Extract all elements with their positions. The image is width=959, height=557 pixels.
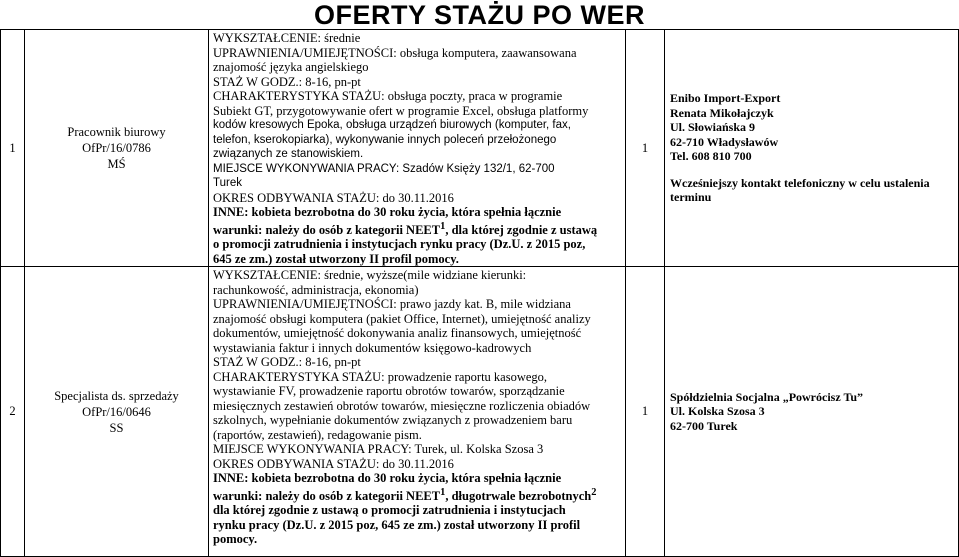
other-text: warunki: należy do osób z kategorii NEET [213,488,441,503]
employer-person: Renata Mikołajczyk [670,105,774,120]
employer-name: Enibo Import-Export [670,91,781,106]
hours-value: 8-16, pn-pt [305,74,361,89]
offer-count: 1 [626,30,665,267]
offer-description [209,30,626,267]
skills-label: UPRAWNIENIA/UMIEJĘTNOŚCI: [213,297,397,312]
offers-table [0,29,959,557]
position-initials: SS [109,420,124,435]
characteristics-label: CHARAKTERYSTYKA STAŻU: [213,369,385,384]
place-label: MIEJSCE WYKONYWANIA PRACY: [213,162,400,175]
other-text: , dla której zgodnie z ustawą [445,222,598,237]
period-label: OKRES ODBYWANIA STAŻU: [213,190,380,205]
characteristics-value: obsługa poczty, praca w programie [387,89,563,103]
place-line [213,162,623,177]
hours-value: 8-16, pn-pt [305,355,361,370]
education-value: średnie, wyższe(mile widziane kierunki: [324,268,527,283]
offer-number: 1 [1,30,25,267]
employer-note-cont: terminu [670,190,712,205]
characteristics-line-cont: kodów kresowych Epoka, obsługa urządzeń biurowych (komputer, fax, [213,119,571,131]
characteristics-line-cont: wystawianie FV, prowadzenie raportu obrotów towarów, sporządzanie [213,384,565,399]
other-line: pomocy. [213,532,258,547]
employer-street: Ul. Słowiańska 9 [670,120,756,135]
footnote-marker: 1 [440,220,446,232]
employer-note: Wcześniejszy kontakt telefoniczny w celu ustalenia [670,175,930,190]
other-line [213,220,623,238]
period-value: do 30.11.2016 [382,190,454,205]
characteristics-value: prowadzenie raportu kasowego, [387,369,548,384]
offer-row [1,267,959,557]
characteristics-line-cont: (raportów, zestawień), redagowanie pism. [213,427,422,442]
position-initials: MŚ [107,157,126,172]
period-line [213,457,623,472]
employer-street: Ul. Kolska Szosa 3 [670,404,765,419]
position-cell [25,30,209,267]
other-line: 645 ze zm.) został utworzony II profil pomocy. [213,251,459,266]
period-line [213,191,623,206]
hours-label: STAŻ W GODZ.: [213,74,303,89]
employer-phone: Tel. 608 810 700 [670,149,752,164]
skills-value: obsługa komputera, zaawansowana [399,45,577,60]
offer-number: 2 [1,267,25,557]
other-line: rynku pracy (Dz.U. z 2015 poz, 645 ze zm.) został utworzony II profil [213,517,581,532]
skills-line-cont: wystawiania faktur i innych dokumentów księgowo-kadrowych [213,340,532,355]
skills-line [213,46,623,61]
other-line [213,486,623,504]
page-title: OFERTY STAŻU PO WER [313,0,645,30]
characteristics-line-cont: Subiekt GT, przygotowywanie ofert w programie Excel, obsługa platformy [213,103,589,118]
position-reference: OfPr/16/0646 [82,404,151,419]
offer-row [1,30,959,267]
hours-label: STAŻ W GODZ.: [213,355,303,370]
position-reference: OfPr/16/0786 [82,141,151,156]
education-line-cont: rachunkowość, administracja, ekonomia) [213,282,419,297]
characteristics-line-cont: szkolnych, wypełnianie dokumentów związanych z prowadzeniem baru [213,413,573,428]
period-value: do 30.11.2016 [382,456,454,471]
hours-line [213,75,623,90]
offer-count: 1 [626,267,665,557]
footnote-marker: 1 [440,486,446,498]
place-line-cont: Turek [213,177,242,189]
other-text: warunki: należy do osób z kategorii NEET [213,222,441,237]
characteristics-line-cont: miesięcznych zestawień obrotów towarów, miesięczne rozliczenia obiadów [213,398,591,413]
employer-cell [665,30,959,267]
employer-name: Spółdzielnia Socjalna „Powrócisz Tu” [670,389,864,404]
other-line: dla której zgodnie z ustawą o promocji zatrudnienia i instytucjach [213,503,566,518]
education-label: WYKSZTAŁCENIE: [213,31,322,45]
other-line: o promocji zatrudnienia i instytucjach rynku pracy (Dz.U. z 2015 poz, [213,237,586,252]
skills-value: prawo jazdy kat. B, mile widziana [399,297,571,312]
characteristics-line-cont: telefon, kserokopiarka), wykonywanie innych poleceń przełożonego [213,133,557,146]
hours-line [213,355,623,370]
skills-label: UPRAWNIENIA/UMIEJĘTNOŚCI: [213,45,397,60]
position-name: Pracownik biurowy [67,125,166,140]
employer-city: 62-710 Władysławów [670,134,779,149]
offer-description [209,267,626,557]
characteristics-line-cont: związanych ze stanowiskiem. [213,148,364,160]
skills-line-cont: dokumentów, umiejętność dokonywania analiz finansowych, umiejętność [213,326,582,341]
place-label: MIEJSCE WYKONYWANIA PRACY: [213,442,412,457]
position-cell [25,267,209,557]
education-value: średnie [324,31,361,45]
skills-line [213,297,623,312]
skills-line-cont: znajomość języka angielskiego [213,60,369,74]
characteristics-label: CHARAKTERYSTYKA STAŻU: [213,89,385,103]
position-name: Specjalista ds. sprzedaży [54,388,179,403]
employer-city: 62-700 Turek [670,418,738,433]
period-label: OKRES ODBYWANIA STAŻU: [213,456,380,471]
place-line [213,442,623,457]
characteristics-line [213,370,623,385]
skills-line-cont: znajomość obsługi komputera (pakiet Office, Internet), umiejętność analizy [213,311,591,326]
other-line: INNE: kobieta bezrobotna do 30 roku życia, która spełnia łącznie [213,471,562,486]
other-text: , długotrwale bezrobotnych [445,488,592,503]
education-line [213,268,623,283]
other-line: INNE: kobieta bezrobotna do 30 roku życia, która spełnia łącznie [213,205,562,219]
education-label: WYKSZTAŁCENIE: [213,268,322,283]
characteristics-line [213,89,623,104]
education-line [213,31,623,46]
place-value: Turek, ul. Kolska Szosa 3 [414,442,544,457]
employer-cell [665,267,959,557]
footnote-marker: 2 [591,486,597,498]
place-value: Szadów Księży 132/1, 62-700 [402,162,555,175]
